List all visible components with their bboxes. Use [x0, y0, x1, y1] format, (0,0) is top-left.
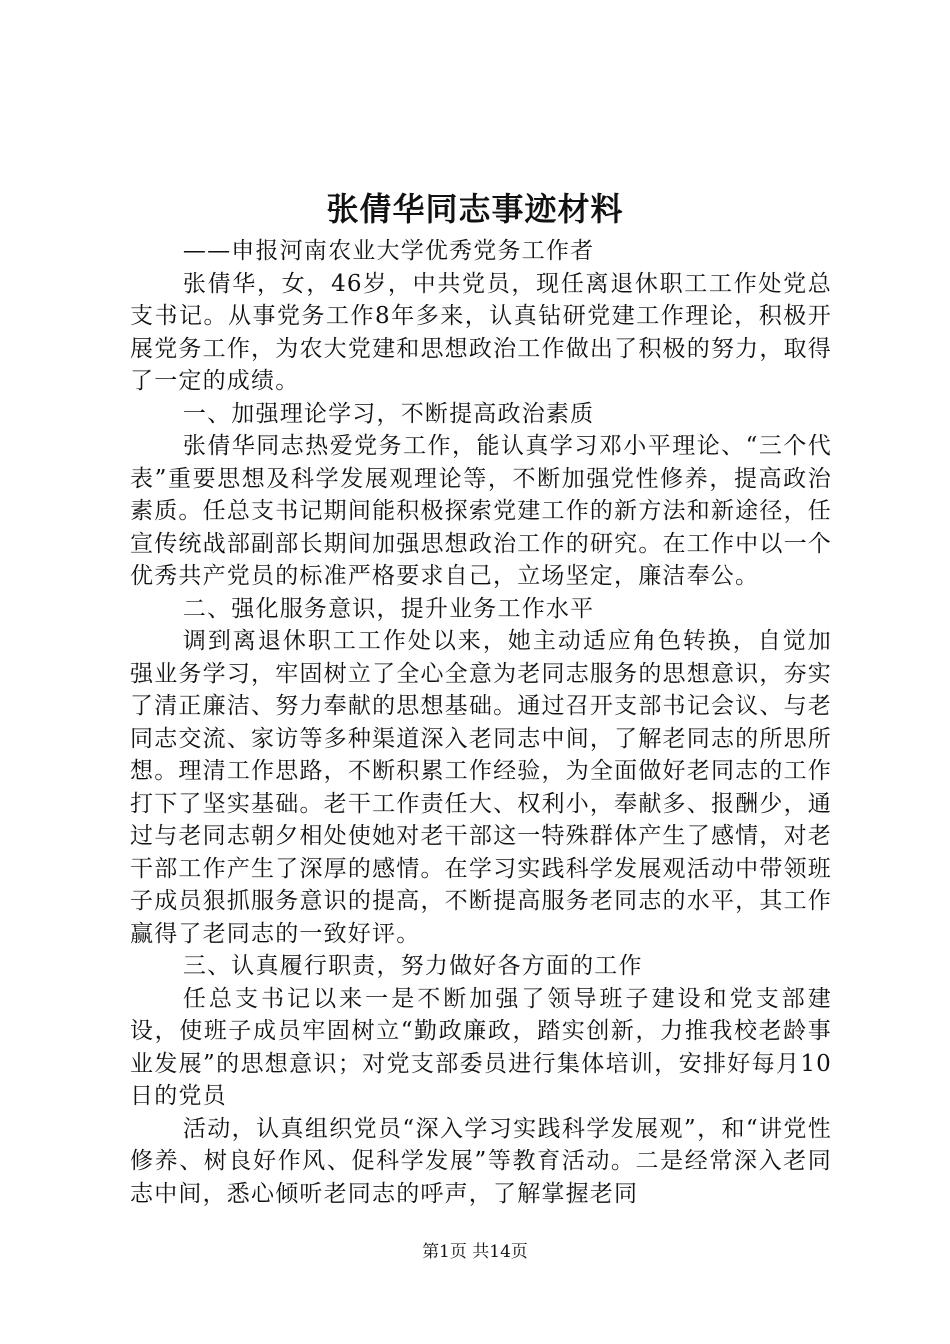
document-body [130, 235, 832, 1210]
section-3-paragraph: 任总支书记以来一是不断加强了领导班子建设和党支部建设，使班子成员牢固树立“勤政廉政，踏实创新，力推我校老龄事业发展”的思想意识；对党支部委员进行集体培训，安排好每月10日的党员 [130, 985, 832, 1109]
section-heading-3: 三、认真履行职责，努力做好各方面的工作 [182, 953, 643, 979]
document-subtitle: ——申报河南农业大学优秀党务工作者 [182, 238, 595, 264]
section-heading-1: 一、加强理论学习，不断提高政治素质 [182, 400, 595, 427]
document-title: 张倩华同志事迹材料 [326, 190, 624, 228]
section-1-paragraph: 张倩华同志热爱党务工作，能认真学习邓小平理论、“三个代表”重要思想及科学发展观理论等，不断加强党性修养，提高政治素质。任总支书记期间能积极探索党建工作的新方法和新途径，任宣传统战部副部长期间加强思想政治工作的研究。在工作中以一个优秀共产党员的标准严格要求自己，立场坚定，廉洁奉公。 [130, 433, 832, 589]
intro-paragraph: 张倩华，女，46岁，中共党员，现任离退休职工工作处党总支书记。从事党务工作8年多来，认真钻研党建工作理论，积极开展党务工作，为农大党建和思想政治工作做出了积极的努力，取得了一定的成绩。 [130, 270, 832, 394]
section-2-paragraph: 调到离退休职工工作处以来，她主动适应角色转换，自觉加强业务学习，牢固树立了全心全意为老同志服务的思想意识，夯实了清正廉洁、努力奉献的思想基础。通过召开支部书记会议、与老同志交流、家访等多种渠道深入老同志中间，了解老同志的所思所想。理清工作思路，不断积累工作经验，为全面做好老同志的工作打下了坚实基础。老干工作责任大、权利小，奉献多、报酬少，通过与老同志朝夕相处使她对老干部这一特殊群体产生了感情，对老干部工作产生了深厚的感情。在学习实践科学发展观活动中带领班子成员狠抓服务意识的提高，不断提高服务老同志的水平，其工作赢得了老同志的一致好评。 [130, 628, 832, 947]
page-footer: 第1页 共14页 [422, 1242, 528, 1262]
section-3-continuation: 活动，认真组织党员“深入学习实践科学发展观”，和“讲党性修养、树良好作风、促科学发展”等教育活动。二是经常深入老同志中间，悉心倾听老同志的呼声，了解掌握老同 [130, 1115, 832, 1207]
section-heading-2: 二、强化服务意识，提升业务工作水平 [182, 595, 595, 622]
